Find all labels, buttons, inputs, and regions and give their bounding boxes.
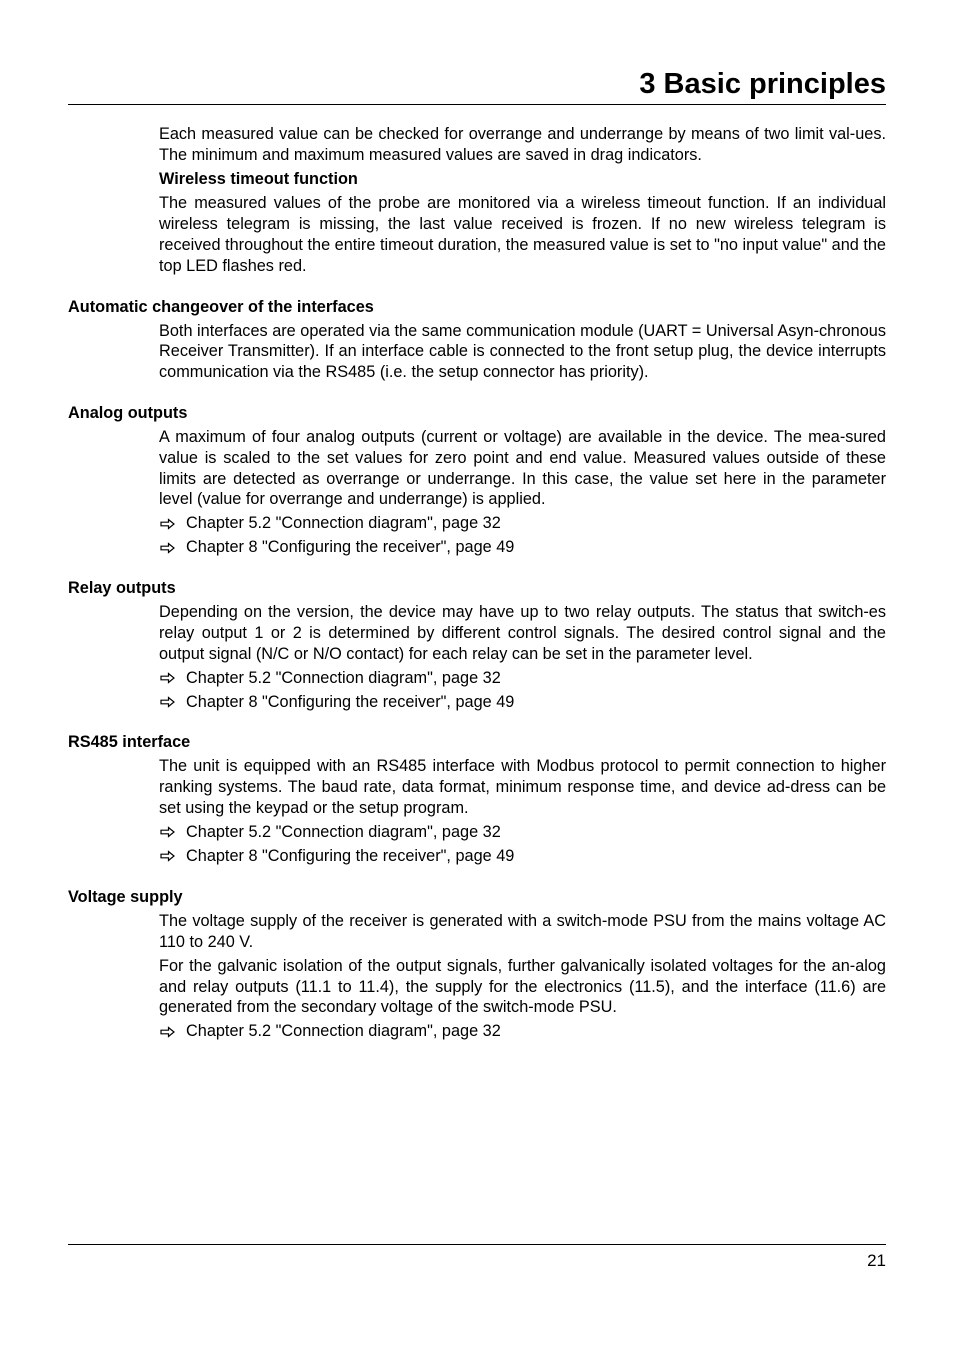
cross-reference-link[interactable] — [159, 846, 886, 867]
section-paragraph: Both interfaces are operated via the same communication module (UART = Universal Asyn-chronous Receiver Transmitter). If an interface cable is connected to the front setup plug, the device interrupts communication via the RS485 (i.e. the setup connector has priority). — [159, 321, 886, 382]
arrow-right-icon — [159, 1026, 176, 1038]
page-title: 3 Basic principles — [639, 68, 886, 100]
section — [68, 578, 886, 712]
section-heading: RS485 interface — [68, 733, 191, 752]
section — [68, 887, 886, 1042]
sub-paragraph: The measured values of the probe are monitored via a wireless timeout function. If an individual wireless telegram is missing, the last value received is frozen. If no new wireless telegram is received throughout the entire timeout duration, the measured value is set to "no input value" and the top LED flashes red. — [159, 194, 886, 275]
arrow-right-icon — [159, 672, 176, 684]
section-paragraph: A maximum of four analog outputs (current or voltage) are available in the device. The mea-sured value is scaled to the set values for zero point and end value. Measured values outside of these limits are detected as overrange or underrange. In this case, the value set here in the parameter level (value for overrange and underrange) is applied. — [159, 427, 886, 509]
intro-paragraph: Each measured value can be checked for overrange and underrange by means of two limit val-ues. The minimum and maximum measured values are saved in drag indicators. — [159, 125, 886, 164]
arrow-right-icon — [159, 542, 176, 554]
cross-reference-text: Chapter 8 "Configuring the receiver", page 49 — [186, 538, 515, 557]
section-body — [159, 427, 886, 558]
section — [68, 403, 886, 558]
section-paragraph: Depending on the version, the device may have up to two relay outputs. The status that switch-es relay output 1 or 2 is determined by different control signals. The desired control signal and the output signal (N/C or N/O contact) for each relay can be set in the parameter level. — [159, 603, 886, 663]
section-body — [159, 321, 886, 383]
sub-heading: Wireless timeout function — [159, 170, 358, 189]
page-header — [68, 64, 886, 105]
cross-reference-link[interactable] — [159, 822, 886, 843]
cross-reference-text: Chapter 8 "Configuring the receiver", page 49 — [186, 692, 515, 711]
arrow-right-icon — [159, 826, 176, 838]
section-heading: Voltage supply — [68, 887, 183, 906]
cross-reference-text: Chapter 5.2 "Connection diagram", page 32 — [186, 823, 501, 841]
section — [68, 297, 886, 383]
section-heading: Analog outputs — [68, 403, 188, 422]
sections-container — [68, 297, 886, 1043]
section-body — [159, 911, 886, 1042]
section-heading: Automatic changeover of the interfaces — [68, 297, 374, 316]
intro-block — [159, 124, 886, 277]
arrow-right-icon — [159, 518, 176, 530]
cross-reference-link[interactable] — [159, 668, 886, 689]
section-body — [159, 602, 886, 712]
cross-reference-text: Chapter 8 "Configuring the receiver", page 49 — [186, 846, 515, 865]
section-paragraph: For the galvanic isolation of the output signals, further galvanically isolated voltages for the an-alog and relay outputs (11.1 to 11.4), the supply for the electronics (11.5), and the interface (11.6) are generated from the secondary voltage of the switch-mode PSU. — [159, 956, 886, 1017]
page-content — [68, 124, 886, 1042]
arrow-right-icon — [159, 696, 176, 708]
cross-reference-text: Chapter 5.2 "Connection diagram", page 32 — [186, 668, 501, 687]
cross-reference-text: Chapter 5.2 "Connection diagram", page 32 — [186, 514, 501, 533]
arrow-right-icon — [159, 850, 176, 862]
cross-reference-link[interactable] — [159, 692, 886, 713]
section-heading: Relay outputs — [68, 579, 176, 598]
cross-reference-link[interactable] — [159, 537, 886, 558]
cross-reference-link[interactable] — [159, 513, 886, 534]
cross-reference-text: Chapter 5.2 "Connection diagram", page 32 — [186, 1022, 501, 1041]
page-footer — [68, 1244, 886, 1270]
page-number: 21 — [867, 1251, 886, 1270]
cross-reference-link[interactable] — [159, 1021, 886, 1042]
section-body — [159, 756, 886, 866]
section-paragraph: The unit is equipped with an RS485 interface with Modbus protocol to permit connection to higher ranking systems. The baud rate, data format, minimum response time, and device ad-dress can be set using the keypad or the setup program. — [159, 757, 886, 818]
section-paragraph: The voltage supply of the receiver is generated with a switch-mode PSU from the mains voltage AC 110 to 240 V. — [159, 911, 886, 951]
section — [68, 732, 886, 866]
